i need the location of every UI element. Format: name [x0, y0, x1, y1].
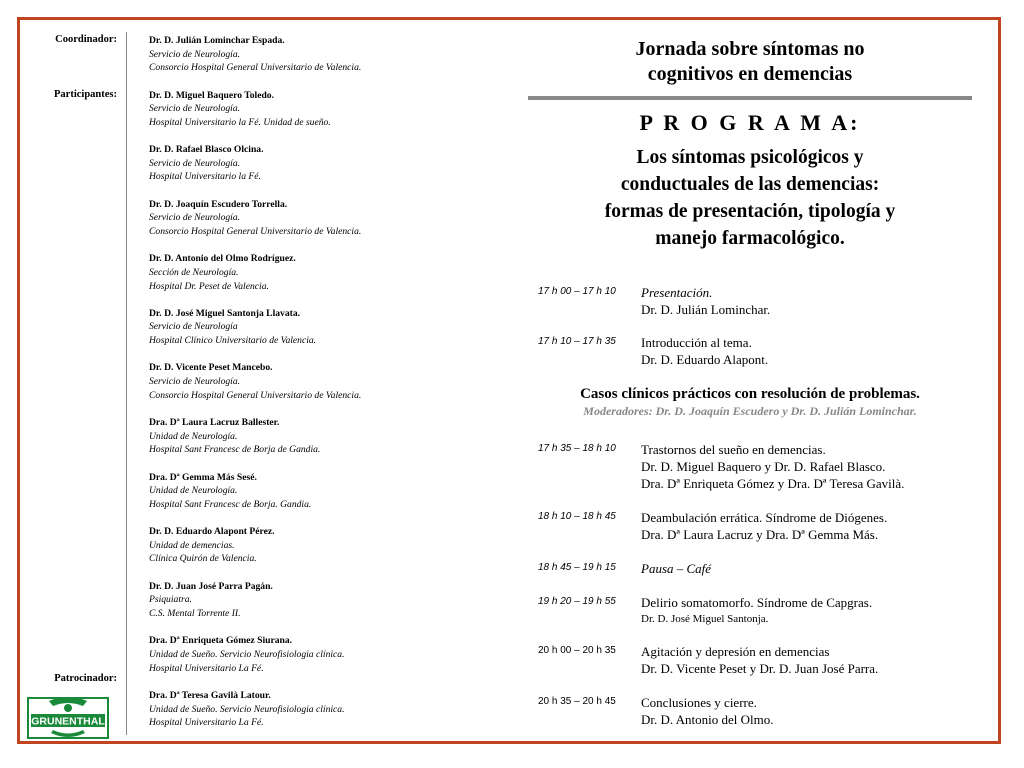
divider — [528, 96, 972, 100]
person-entry: Dr. D. Joaquín Escudero Torrella. Servicio de Neurología. Consorcio Hospital General Universitario de Valencia. — [149, 198, 362, 237]
participantes-label: Participantes: — [54, 89, 117, 100]
person-entry: Dr. D. Antonio del Olmo Rodríguez. Sección de Neurología. Hospital Dr. Peset de Valencia. — [149, 253, 296, 292]
person-entry: Dr. D. Julián Lominchar Espada. Servicio de Neurología. Consorcio Hospital General Universitario de Valencia. — [149, 35, 362, 74]
person-entry: Dr. D. Juan José Parra Pagán. Psiquiatra. C.S. Mental Torrente II. — [149, 580, 273, 619]
person-entry: Dra. Dª Enriqueta Gómez Siurana. Unidad de Sueño. Servicio Neurofisiologia clínica. Hospital Universitario La Fé. — [149, 635, 345, 674]
event-title: Jornada sobre síntomas no cognitivos en demencias — [635, 38, 865, 85]
casos-heading: Casos clínicos prácticos con resolución de problemas. — [580, 386, 920, 402]
person-entry: Dr. D. Eduardo Alapont Pérez. Unidad de demencias. Clínica Quirón de Valencia. — [149, 526, 275, 565]
casos-section — [528, 385, 972, 419]
people-list — [149, 34, 479, 744]
person-entry: Dr. D. Rafael Blasco Olcina. Servicio de Neurología. Hospital Universitario la Fé. — [149, 144, 264, 183]
person-entry: Dra. Dª Teresa Gavilà Latour. Unidad de Sueño. Servicio Neurofisiologia clínica. Hospital Universitario La Fé. — [149, 689, 345, 729]
person-entry: Dr. D. Miguel Baquero Toledo. Servicio de Neurología. Hospital Universitario la Fé. Unidad de sueño. — [149, 89, 331, 128]
program-header — [528, 37, 972, 252]
column-divider — [126, 32, 127, 735]
coordinador-label: Coordinador: — [55, 34, 117, 45]
patrocinador-label: Patrocinador: — [54, 673, 117, 684]
svg-text:GRUNENTHAL: GRUNENTHAL — [31, 715, 105, 728]
moderadores-text: Moderadores: Dr. D. Joaquín Escudero y Dr. D. Julián Lominchar. — [583, 404, 917, 418]
person-entry: Dra. Dª Laura Lacruz Ballester. Unidad de Neurología. Hospital Sant Francesc de Borja de Gandia. — [149, 417, 321, 456]
person-entry: Dra. Dª Gemma Más Sesé. Unidad de Neurología. Hospital Sant Francesc de Borja. Gandia. — [149, 471, 312, 510]
program-subtitle: Los síntomas psicológicos y conductuales de las demencias: formas de presentación, tipología y manejo farmacológico. — [604, 147, 896, 249]
grunenthal-logo — [27, 697, 109, 739]
person-entry: Dr. D. Vicente Peset Mancebo. Servicio de Neurología. Consorcio Hospital General Universitario de Valencia. — [149, 362, 362, 401]
person-entry: Dr. D. José Miguel Santonja Llavata. Servicio de Neurología Hospital Clínico Universitario de Valencia. — [149, 307, 317, 347]
programa-heading: P R O G R A M A: — [639, 110, 861, 135]
